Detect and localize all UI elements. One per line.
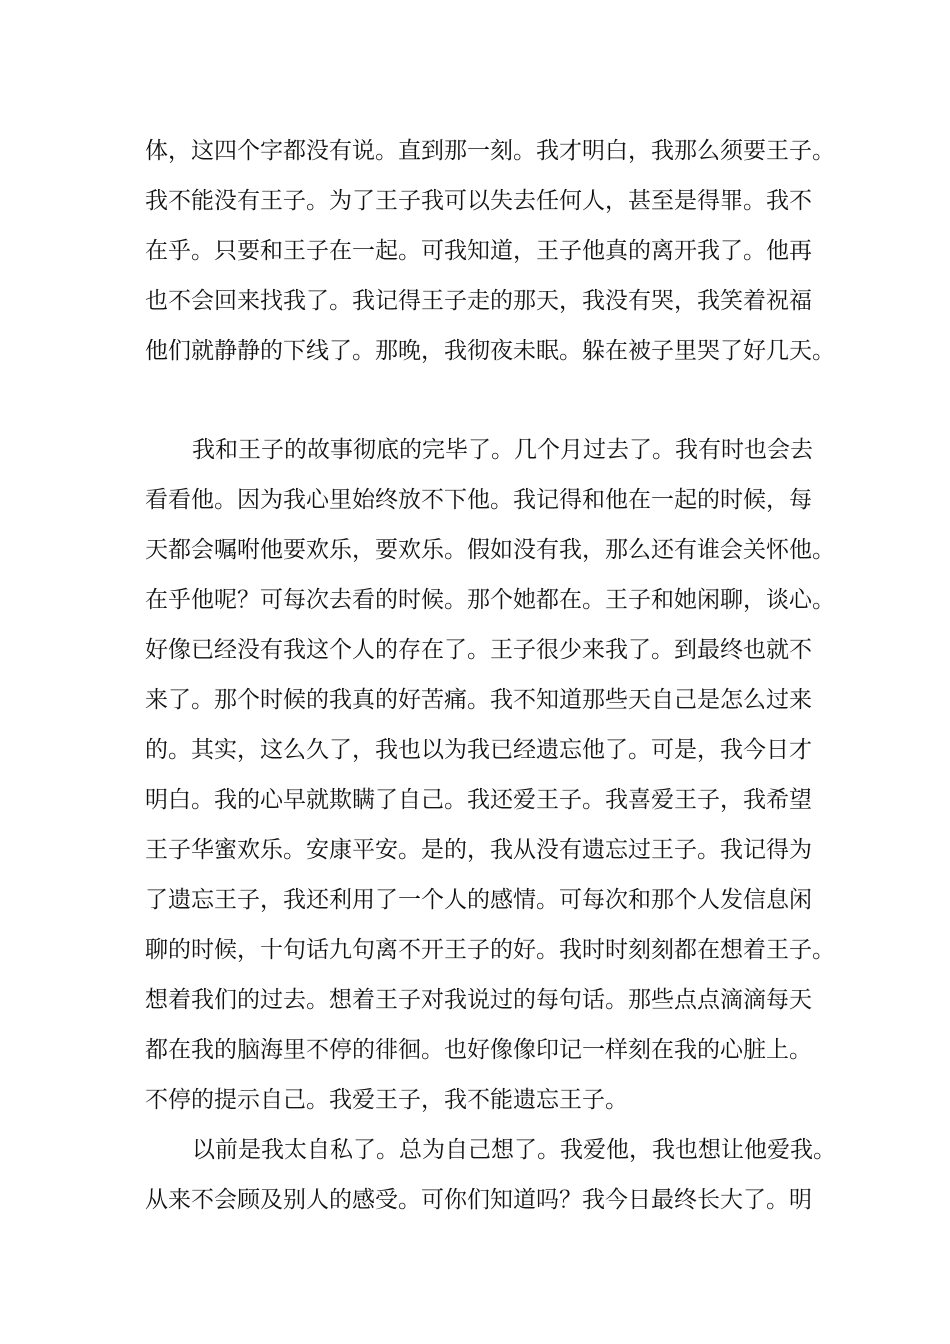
text-line: 不停的提示自己。我爱王子，我不能遗忘王子。 (145, 1087, 628, 1113)
text-line: 天都会嘱咐他要欢乐，要欢乐。假如没有我，那么还有谁会关怀他。 (145, 537, 835, 563)
text-line: 从来不会顾及别人的感受。可你们知道吗？我今日最终长大了。明 (145, 1187, 812, 1213)
text-line: 了遗忘王子，我还利用了一个人的感情。可每次和那个人发信息闲 (145, 887, 812, 913)
text-line: 聊的时候，十句话九句离不开王子的好。我时时刻刻都在想着王子。 (145, 937, 835, 963)
text-line: 都在我的脑海里不停的徘徊。也好像像印记一样刻在我的心脏上。 (145, 1037, 812, 1063)
text-line: 在乎他呢？可每次去看的时候。那个她都在。王子和她闲聊，谈心。 (145, 587, 835, 613)
text-line: 他们就静静的下线了。那晚，我彻夜未眠。躲在被子里哭了好几天。 (145, 338, 835, 364)
text-line: 明白。我的心早就欺瞒了自己。我还爱王子。我喜爱王子，我希望 (145, 787, 812, 813)
text-line: 王子华蜜欢乐。安康平安。是的，我从没有遗忘过王子。我记得为 (145, 837, 812, 863)
text-line: 也不会回来找我了。我记得王子走的那天，我没有哭，我笑着祝福 (145, 288, 812, 314)
text-line: 看看他。因为我心里始终放不下他。我记得和他在一起的时候，每 (145, 487, 812, 513)
text-line: 想着我们的过去。想着王子对我说过的每句话。那些点点滴滴每天 (145, 987, 812, 1013)
text-line: 体，这四个字都没有说。直到那一刻。我才明白，我那么须要王子。 (145, 138, 835, 164)
text-line: 我不能没有王子。为了王子我可以失去任何人，甚至是得罪。我不 (145, 188, 812, 214)
text-line: 好像已经没有我这个人的存在了。王子很少来我了。到最终也就不 (145, 637, 812, 663)
text-line: 的。其实，这么久了，我也以为我已经遗忘他了。可是，我今日才 (145, 737, 812, 763)
paragraph-first-line: 以前是我太自私了。总为自己想了。我爱他，我也想让他爱我。 (192, 1137, 836, 1163)
text-line: 来了。那个时候的我真的好苦痛。我不知道那些天自己是怎么过来 (145, 687, 812, 713)
paragraph-first-line: 我和王子的故事彻底的完毕了。几个月过去了。我有时也会去 (192, 437, 813, 463)
text-line: 在乎。只要和王子在一起。可我知道，王子他真的离开我了。他再 (145, 238, 812, 264)
